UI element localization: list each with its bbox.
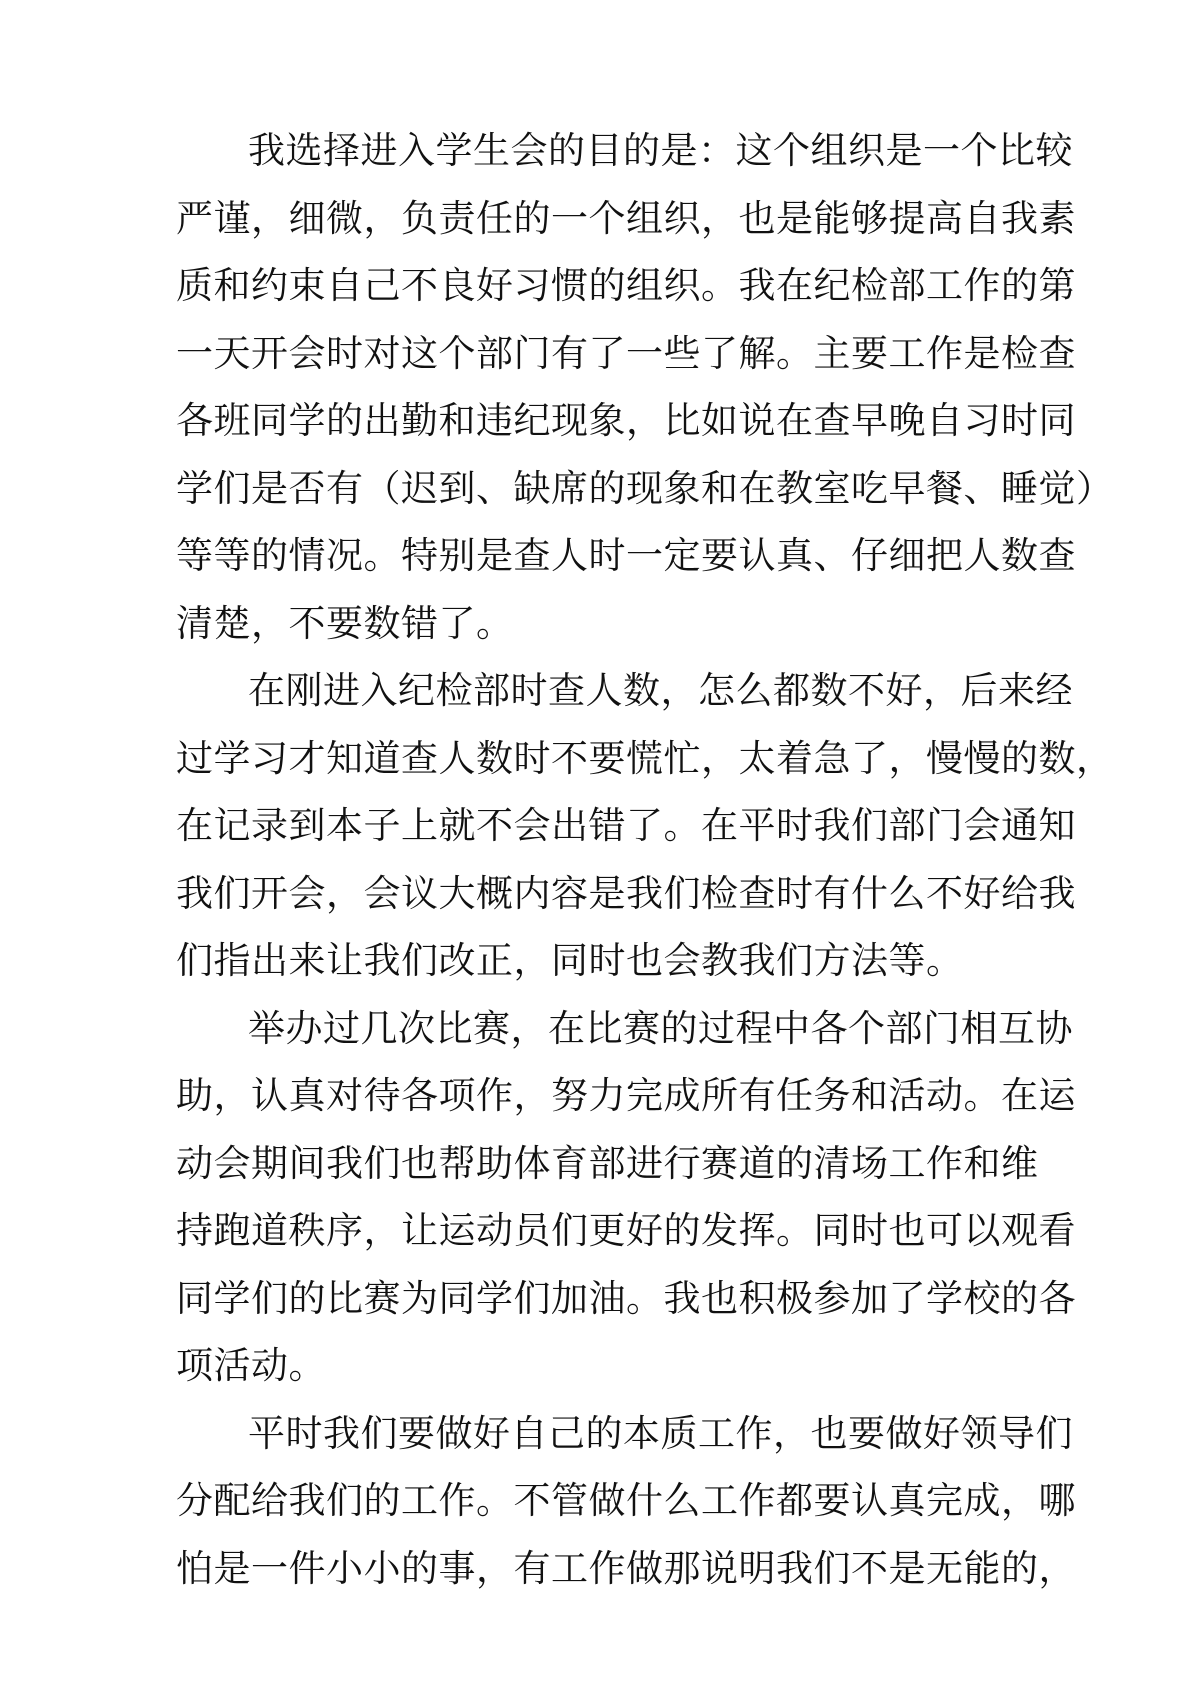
text-line: 助，认真对待各项作，努力完成所有任务和活动。在运 <box>176 1074 1076 1117</box>
text-line: 我们开会，会议大概内容是我们检查时有什么不好给我 <box>176 871 1076 915</box>
text-line: 一天开会时对这个部门有了一些了解。主要工作是检查 <box>176 331 1076 375</box>
text-line: 等等的情况。特别是查人时一定要认真、仔细把人数查 <box>176 534 1076 577</box>
text-line: 举办过几次比赛，在比赛的过程中各个部门相互协 <box>248 1006 1073 1050</box>
text-line: 怕是一件小小的事，有工作做那说明我们不是无能的， <box>176 1546 1076 1590</box>
text-line: 严谨，细微，负责任的一个组织，也是能够提高自我素 <box>176 196 1076 240</box>
text-line: 们指出来让我们改正，同时也会教我们方法等。 <box>176 939 964 982</box>
text-line: 各班同学的出勤和违纪现象，比如说在查早晚自习时同 <box>176 399 1076 442</box>
text-line: 过学习才知道查人数时不要慌忙，太着急了，慢慢的数， <box>176 736 1114 780</box>
text-line: 同学们的比赛为同学们加油。我也积极参加了学校的各 <box>176 1276 1076 1320</box>
paragraph-4 <box>176 1400 1076 1603</box>
text-line: 清楚，不要数错了。 <box>176 601 514 645</box>
paragraph-2 <box>176 657 1114 995</box>
document-body <box>176 117 1114 1602</box>
paragraph-3 <box>176 995 1076 1400</box>
text-line: 项活动。 <box>176 1344 326 1387</box>
text-line: 分配给我们的工作。不管做什么工作都要认真完成，哪 <box>176 1479 1076 1522</box>
text-line: 在刚进入纪检部时查人数，怎么都数不好，后来经 <box>248 669 1073 712</box>
text-line: 我选择进入学生会的目的是：这个组织是一个比较 <box>248 129 1073 172</box>
text-line: 持跑道秩序，让运动员们更好的发挥。同时也可以观看 <box>176 1209 1076 1252</box>
text-line: 平时我们要做好自己的本质工作，也要做好领导们 <box>248 1411 1073 1455</box>
text-line: 质和约束自己不良好习惯的组织。我在纪检部工作的第 <box>176 264 1076 307</box>
paragraph-1 <box>176 117 1114 657</box>
text-line: 动会期间我们也帮助体育部进行赛道的清场工作和维 <box>176 1141 1039 1185</box>
text-line: 学们是否有（迟到、缺席的现象和在教室吃早餐、睡觉） <box>176 466 1114 510</box>
text-line: 在记录到本子上就不会出错了。在平时我们部门会通知 <box>176 804 1076 847</box>
